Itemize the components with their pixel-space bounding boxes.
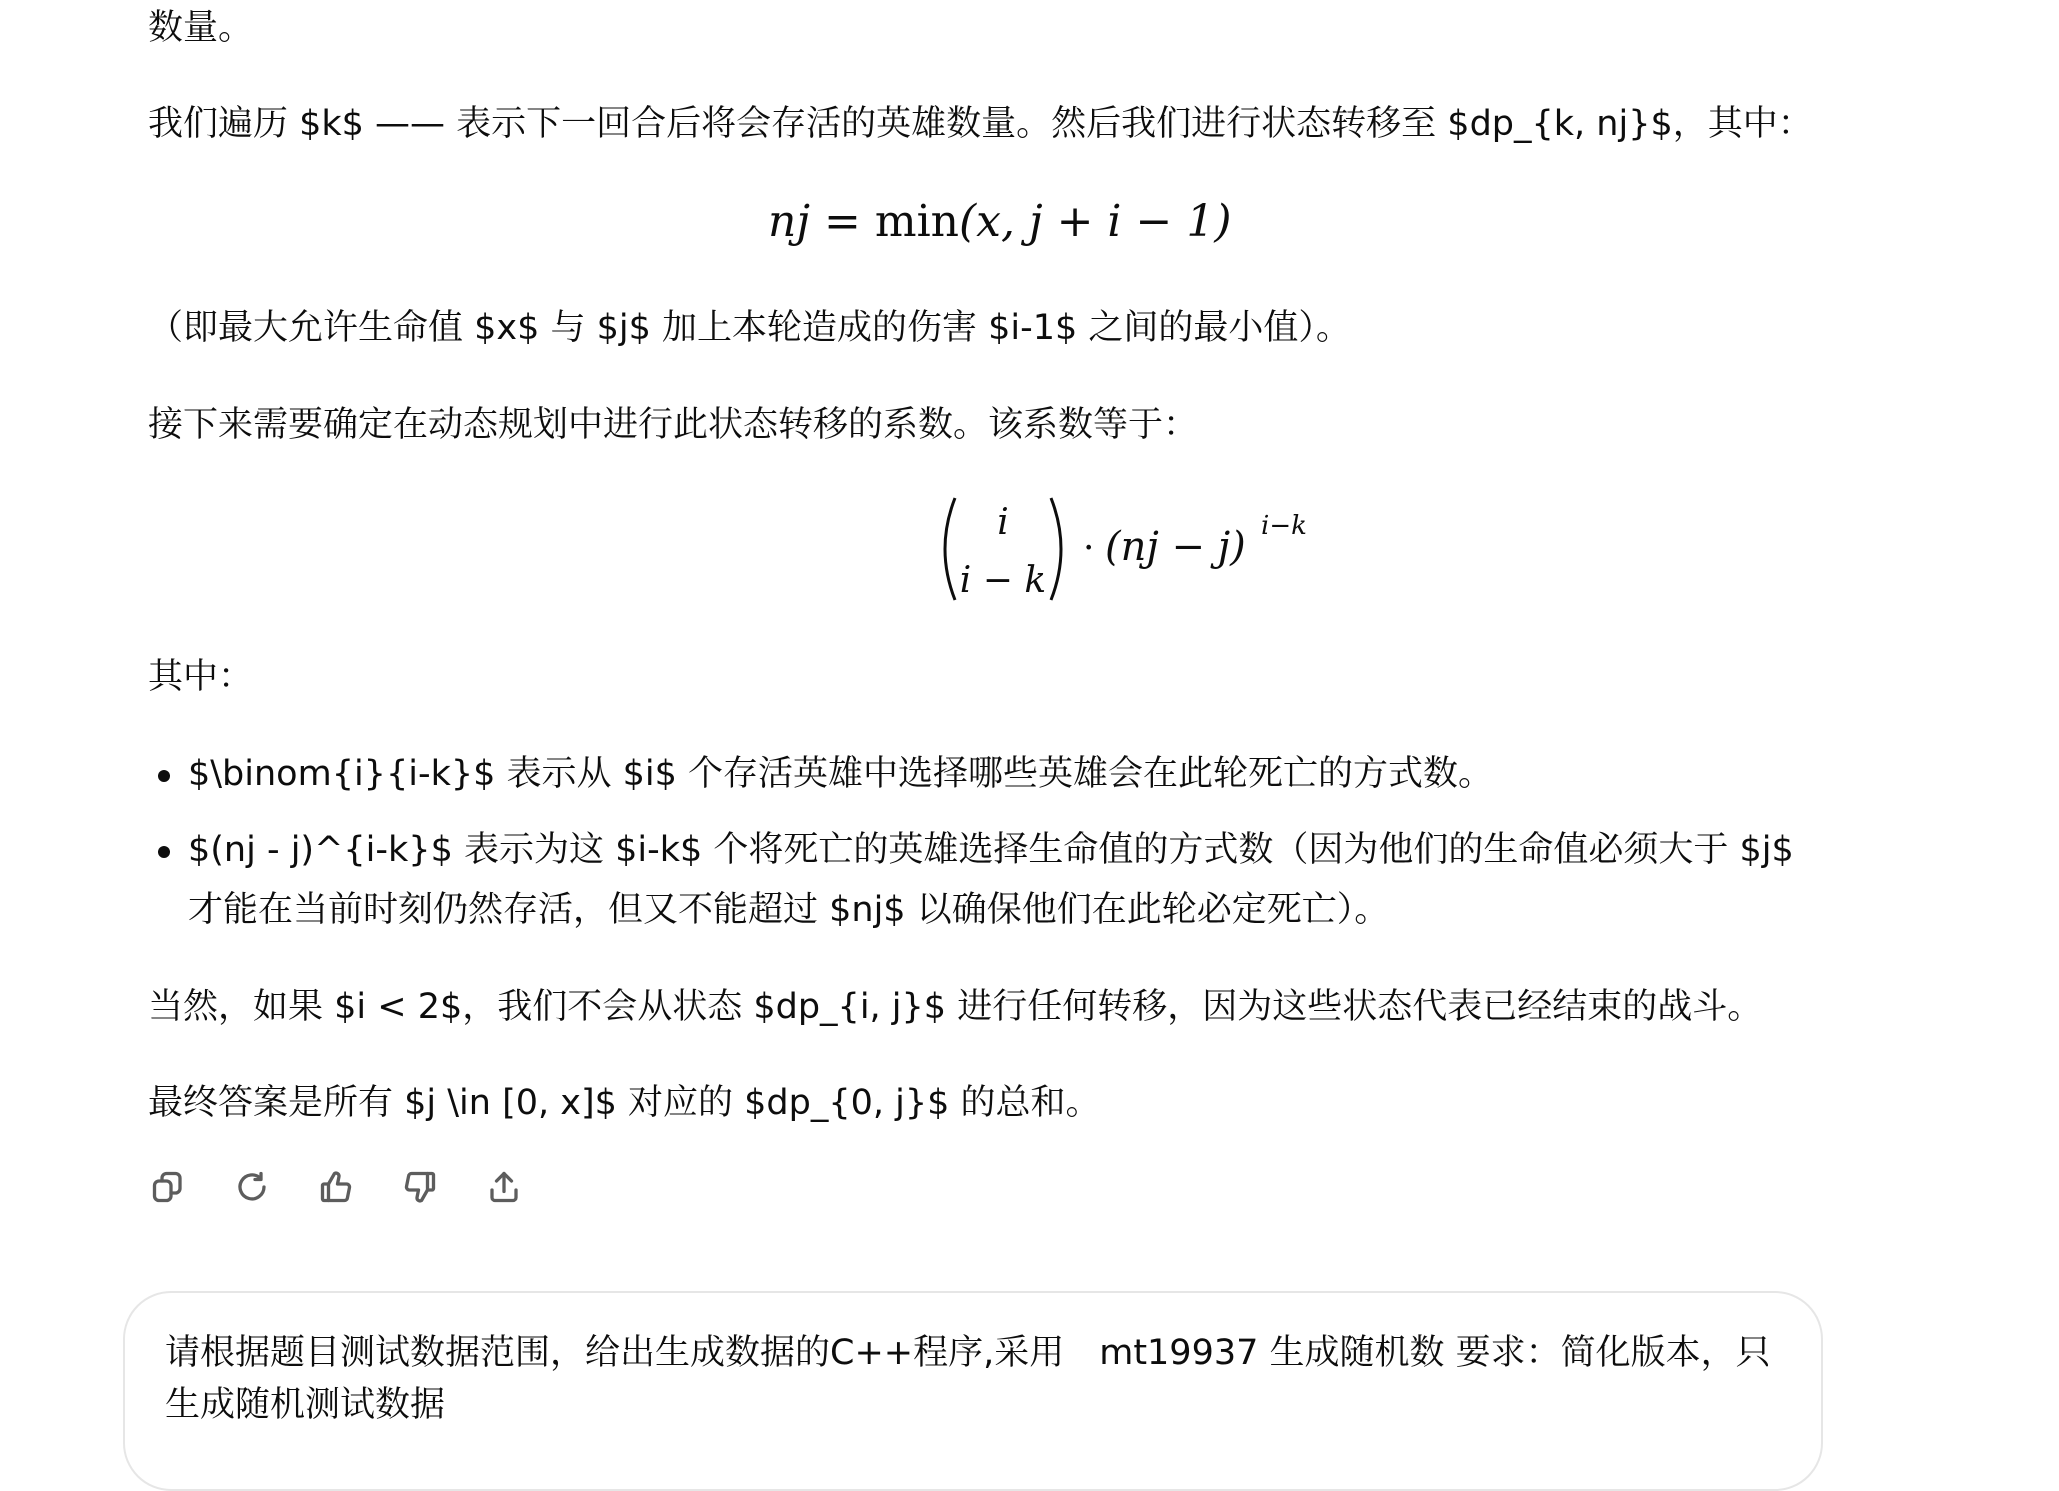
paragraph-coefficient: 接下来需要确定在动态规划中进行此状态转移的系数。该系数等于： (148, 405, 1199, 445)
bullet-dot (158, 846, 170, 858)
power-base: (nj − j) (1105, 524, 1246, 570)
thumbs-up-button[interactable] (314, 1165, 358, 1209)
thumbs-down-icon (402, 1169, 438, 1205)
paragraph-fragment: 数量。 (148, 8, 254, 48)
share-icon (486, 1169, 522, 1205)
power-exponent: i−k (1261, 511, 1307, 541)
paragraph-transition-note: 当然，如果 $i < 2$，我们不会从状态 $dp_{i, j}$ 进行任何转移，因为这些状态代表已经结束的战斗。 (148, 987, 1763, 1027)
user-message-text: 请根据题目测试数据范围，给出生成数据的C++程序,采用 mt19937 生成随机数 要求：简化版本，只生成随机测试数据 (165, 1333, 1771, 1425)
share-button[interactable] (482, 1165, 526, 1209)
bullet-dot (158, 770, 170, 782)
message-actions (146, 1165, 526, 1211)
formula-fn: min (874, 196, 959, 247)
formula-lhs: nj (768, 196, 810, 247)
list-item-power-line1: $(nj - j)^{i-k}$ 表示为这 $i-k$ 个将死亡的英雄选择生命值的方式数（因为他们的生命值必须大于 $j$ (188, 830, 1794, 870)
binom-top: i (997, 502, 1009, 543)
formula-coefficient (933, 494, 1333, 604)
regenerate-button[interactable] (230, 1165, 274, 1209)
dot-operator: · (1083, 528, 1095, 569)
formula-nj (768, 196, 1232, 247)
list-item-power-line2: 才能在当前时刻仍然存活，但又不能超过 $nj$ 以确保他们在此轮必定死亡）。 (188, 890, 1390, 930)
paragraph-final-answer: 最终答案是所有 $j \in [0, x]$ 对应的 $dp_{0, j}$ 的总和。 (148, 1083, 1101, 1123)
right-paren (1051, 498, 1061, 600)
paragraph-explanation: （即最大允许生命值 $x$ 与 $j$ 加上本轮造成的伤害 $i-1$ 之间的最小值）。 (148, 308, 1351, 348)
user-message-bubble (123, 1291, 1823, 1491)
regenerate-icon (234, 1169, 270, 1205)
left-paren (945, 498, 955, 600)
binom-bottom: i − k (959, 560, 1047, 601)
copy-icon (150, 1169, 186, 1205)
copy-button[interactable] (146, 1165, 190, 1209)
formula-args: (x, j + i − 1) (959, 196, 1232, 247)
paragraph-iterate-k: 我们遍历 $k$ —— 表示下一回合后将会存活的英雄数量。然后我们进行状态转移至 $dp_{k, nj}$，其中： (148, 104, 1813, 144)
paragraph-where: 其中： (148, 657, 254, 697)
thumbs-up-icon (318, 1169, 354, 1205)
thumbs-down-button[interactable] (398, 1165, 442, 1209)
list-item-binom: $\binom{i}{i-k}$ 表示从 $i$ 个存活英雄中选择哪些英雄会在此轮死亡的方式数。 (188, 754, 1494, 794)
formula-eq: = (823, 196, 861, 247)
